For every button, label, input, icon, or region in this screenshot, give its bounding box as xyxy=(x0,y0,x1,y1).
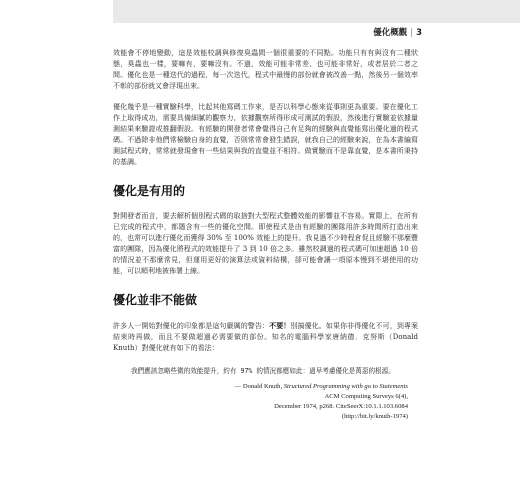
warning-bold: 不要！ xyxy=(269,321,291,330)
header-bar xyxy=(113,0,520,23)
section-heading-not-impossible: 優化並非不能做 xyxy=(113,293,198,307)
warning-text-a: 許多人一開始對優化的印象都是這句嚴厲的警告： xyxy=(113,322,270,330)
paragraph-useful: 對開發者而言，要去解析個別程式碼的取捨對大型程式整體效能的影響並不容易。實際上，在所有已完成的程式中，都隱含有一些的優化空間。即使程式是由有經驗的團隊用許多時間所打造出來的，也常可以進行優化而獲得 30% 至 100% 效能上的提升。我見過不少時程倉促且經驗不那麼豐富的團隊，因為優化將程式的效能提升了 3 到 10 倍之多。雖然校調過的程式碼可加速超過 10 倍的情況並不那麼常見，但運用更好的演算法或資料結構，卻可能會讓一項原本慢到不堪使用的功能，可以順利地被佈署上線。 xyxy=(113,212,418,275)
quote-text: 我們應該忽略些微的效能提升，約有 97% 的情況都應如此：過早考慮優化是萬惡的根源。 xyxy=(131,367,395,375)
attribution-line-3: December 1974, p268. CiteSeerX:10.1.1.103.6084 xyxy=(274,403,408,410)
attribution-line-1 xyxy=(131,382,408,392)
attribution-title: Structured Programming with go to Statements xyxy=(283,383,408,390)
attribution-link[interactable]: (http://bit.ly/knuth-1974) xyxy=(341,413,408,420)
running-head xyxy=(373,26,422,38)
chapter-title: 優化概觀 xyxy=(373,28,408,38)
paragraph-experimental-science: 優化幾乎是一種實驗科學，比起其他寫碼工作來，是否以科學心態來從事則更為重要。要在優化工作上取得成功，需要具備細膩的觀察力，依據觀察所得形成可測試的假設，然後進行實驗並依據量測結果來驗證或推翻假設。有經驗的開發者常會覺得自己有足夠的經驗與直覺能寫出優化過的程式碼。不過除非他們常檢驗自身的直覺，否則常常會發生錯誤，就我自己的經驗來說，在為本書編寫測試程式時，常常就發現會有一些結果與我的直覺並不相符。做實驗而不是靠直覺，是本書所秉持的基調。 xyxy=(113,103,418,166)
attribution-prefix: — Donald Knuth, xyxy=(234,383,284,390)
page-number: 3 xyxy=(416,28,422,38)
page-content xyxy=(113,48,418,422)
header-separator: | xyxy=(410,28,414,38)
quote-attribution xyxy=(131,382,418,422)
warning-text-b: 別搞優化。如果你非得優化不可，到專案結束時再做，而且不要做超過必需要做的部份。知名的電腦科學家唐納德．克努斯（Donald Knuth）對優化就有如下的看法： xyxy=(113,322,419,352)
knuth-quote xyxy=(131,366,418,422)
paragraph-warning xyxy=(113,320,418,354)
paragraph-variability: 效能會不停地變動，這是效能校調與修復臭蟲間一個很重要的不同點。功能只有有與沒有二種狀態，臭蟲也一樣，要嘛有，要嘛沒有。不過，效能可能非常差、也可能非常好，或者居於二者之間。優化也是一種迭代的過程，每一次迭代，程式中最慢的部份就會被改善一點，然後另一個效率不彰的部份就又會浮現出來。 xyxy=(113,49,418,90)
section-heading-useful: 優化是有用的 xyxy=(113,184,186,198)
attribution-line-2: ACM Computing Surveys 6(4), xyxy=(324,393,408,400)
